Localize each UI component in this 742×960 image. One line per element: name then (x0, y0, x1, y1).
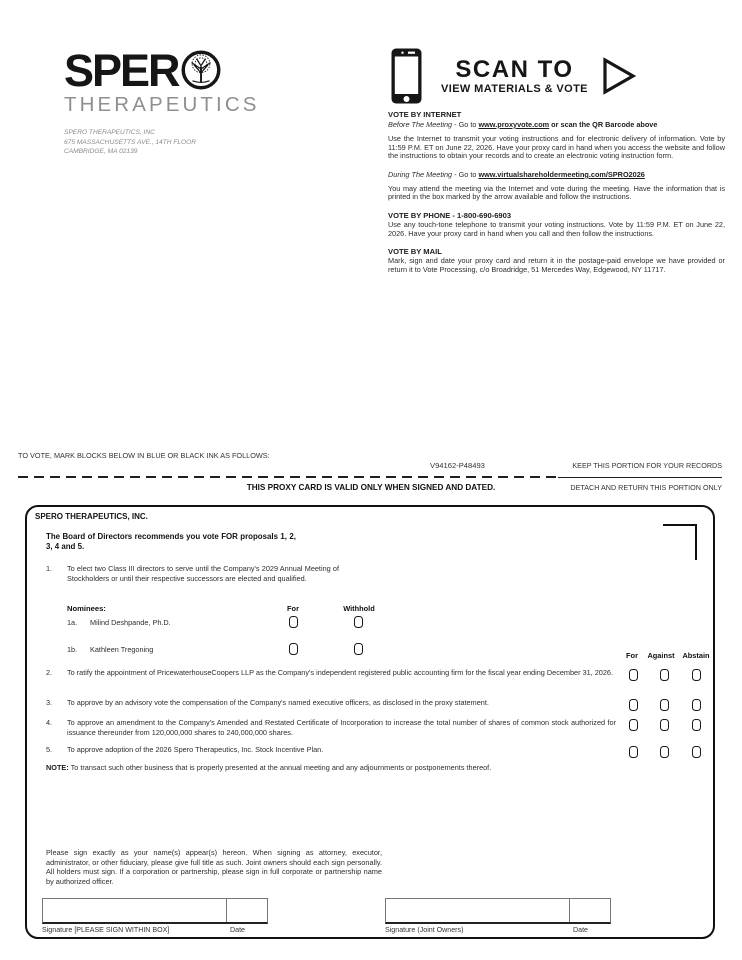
signature-joint-group (385, 898, 611, 936)
faa-against-header: Against (647, 651, 675, 660)
scan-banner-text (441, 55, 588, 95)
tree-logo-icon (180, 49, 222, 91)
signature-joint-label: Signature (Joint Owners) (385, 926, 464, 934)
proposal-5-text: To approve adoption of the 2026 Spero Therapeutics, Inc. Stock Incentive Plan. (67, 745, 324, 754)
proposal-1-text: To elect two Class III directors to serve until the Company's 2029 Annual Meeting of Stockholders or until their respective successors are elected and qualified. (67, 564, 339, 583)
sign-instructions: Please sign exactly as your name(s) appear(s) hereon. When signing as attorney, executor, administrator, or other fiduciary, please give full title as such. Joint owners should each sign personally. All holders must sign. If a corporation or partnership, please sign in full corporate or partnership name by authorized officer. (46, 848, 382, 886)
before-meeting-line: Before The Meeting - Go to www.proxyvote.com or scan the QR Barcode above (388, 120, 658, 129)
vote-instructions (388, 110, 725, 274)
ballot-company-name: SPERO THERAPEUTICS, INC. (35, 512, 148, 521)
checkbox-2-abstain[interactable] (692, 669, 701, 681)
address-line-2: 675 MASSACHUSETTS AVE., 14TH FLOOR (64, 138, 197, 146)
control-number: V94162-P48493 (430, 461, 485, 470)
withhold-column-header: Withhold (343, 604, 375, 613)
nominee-1a-name: Milind Deshpande, Ph.D. (90, 618, 171, 627)
keep-portion-label: KEEP THIS PORTION FOR YOUR RECORDS (572, 461, 722, 470)
nominee-1b-id: 1b. (67, 645, 78, 654)
during-meeting-label: During The Meeting (388, 169, 453, 179)
checkbox-4-for[interactable] (629, 719, 638, 731)
arrow-right-icon (600, 53, 638, 99)
during-meeting-line: During The Meeting - Go to www.virtualshareholdermeeting.com/SPRO2026 (388, 169, 645, 179)
checkbox-1a-for[interactable] (289, 616, 298, 628)
checkbox-5-abstain[interactable] (692, 746, 701, 758)
detach-dashed-line (18, 476, 556, 478)
proposal-4-number: 4. (46, 718, 53, 727)
mail-body: Mark, sign and date your proxy card and return it in the postage-paid envelope we have provided or return it to Vote Processing, c/o Broadridge, 51 Mercedes Way, Edgewood, NY 11717. (388, 256, 725, 274)
nominee-1a-id: 1a. (67, 618, 78, 627)
phone-body: Use any touch-tone telephone to transmit your voting instructions. Vote by 11:59 P.M. ET on June 22, 2026. Have your proxy card in hand when you call and then follow the instructions. (388, 219, 725, 238)
proxyvote-link[interactable]: www.proxyvote.com (478, 120, 550, 129)
logo-wordmark: SPER (64, 45, 179, 96)
address-line-1: SPERO THERAPEUTICS, INC (64, 129, 155, 136)
proposal-5-number: 5. (46, 745, 53, 754)
vote-by-phone-heading: VOTE BY PHONE - 1-800-690-6903 (388, 210, 512, 220)
proposal-2-text: To ratify the appointment of PricewaterhouseCoopers LLP as the Company's independent registered public accounting firm for the fiscal year ending December 31, 2026. (67, 668, 614, 677)
checkbox-2-for[interactable] (629, 669, 638, 681)
checkbox-3-against[interactable] (660, 699, 669, 711)
checkbox-3-abstain[interactable] (692, 699, 701, 711)
keep-portion-underline (558, 477, 722, 478)
vote-by-internet-heading: VOTE BY INTERNET (388, 110, 462, 119)
signature-joint-box[interactable] (385, 898, 611, 924)
signature-primary-group (42, 898, 268, 936)
board-recommendation: The Board of Directors recommends you vote FOR proposals 1, 2, 3, 4 and 5. (46, 532, 296, 551)
before-meeting-label: Before The Meeting (388, 120, 453, 129)
signature-primary-box[interactable] (42, 898, 268, 924)
proposal-3-text: To approve by an advisory vote the compensation of the Company's named executive officers, as disclosed in the proxy statement. (67, 698, 489, 707)
valid-when-signed-notice: THIS PROXY CARD IS VALID ONLY WHEN SIGNED AND DATED. (246, 483, 496, 492)
vote-by-mail-heading: VOTE BY MAIL (388, 247, 442, 257)
checkbox-1b-withhold[interactable] (354, 643, 363, 655)
checkbox-5-for[interactable] (629, 746, 638, 758)
faa-for-header: For (626, 651, 638, 660)
company-logo (64, 45, 274, 157)
for-column-header: For (287, 604, 299, 613)
proposal-4-text: To approve an amendment to the Company's Amended and Restated Certificate of Incorporation to increase the total number of shares of common stock authorized for issuance thereunder from 120,000,000 shares to 240,000,000 shares. (67, 718, 616, 737)
checkbox-4-abstain[interactable] (692, 719, 701, 731)
virtual-meeting-link[interactable]: www.virtualshareholdermeeting.com/SPRO2026 (478, 169, 645, 179)
mark-blocks-instruction: TO VOTE, MARK BLOCKS BELOW IN BLUE OR BLACK INK AS FOLLOWS: (18, 451, 270, 460)
internet-before-body: Use the Internet to transmit your voting instructions and for electronic delivery of information. Vote by 11:59 P.M. ET on June 22, 2026. Have your proxy card in hand when you access the website and follow the instructions to obtain your records and to create an electronic voting instruction form. (388, 134, 725, 161)
company-address (64, 128, 274, 157)
faa-abstain-header: Abstain (682, 651, 710, 660)
nominees-label: Nominees: (67, 604, 106, 613)
smartphone-icon (390, 47, 423, 105)
note-line: NOTE: To transact such other business that is properly presented at the annual meeting and any adjournments or postponements thereof. (46, 763, 492, 772)
date-divider (226, 899, 227, 922)
proposal-3-number: 3. (46, 698, 53, 707)
corner-registration-mark (663, 524, 697, 560)
note-label: NOTE: (46, 763, 69, 772)
date-joint-label: Date (573, 926, 588, 934)
signature-primary-label: Signature [PLEASE SIGN WITHIN BOX] (42, 926, 170, 934)
ballot-card (25, 505, 715, 939)
scan-banner (390, 47, 638, 105)
nominee-1b-name: Kathleen Tregoning (90, 645, 154, 654)
proposal-1-number: 1. (46, 564, 53, 573)
detach-portion-label: DETACH AND RETURN THIS PORTION ONLY (570, 483, 722, 492)
scan-to-label: SCAN TO (455, 55, 574, 83)
checkbox-3-for[interactable] (629, 699, 638, 711)
checkbox-4-against[interactable] (660, 719, 669, 731)
logo-subtitle: THERAPEUTICS (64, 93, 260, 116)
checkbox-1b-for[interactable] (289, 643, 298, 655)
view-materials-label: VIEW MATERIALS & VOTE (441, 82, 588, 95)
date-divider (569, 899, 570, 922)
date-primary-label: Date (230, 926, 245, 934)
checkbox-5-against[interactable] (660, 746, 669, 758)
address-line-3: CAMBRIDGE, MA 02139 (64, 148, 138, 155)
proposal-2-number: 2. (46, 668, 53, 677)
checkbox-2-against[interactable] (660, 669, 669, 681)
internet-during-body: You may attend the meeting via the Internet and vote during the meeting. Have the information that is printed in the box marked by the arrow available and follow the instructions. (388, 183, 725, 202)
checkbox-1a-withhold[interactable] (354, 616, 363, 628)
